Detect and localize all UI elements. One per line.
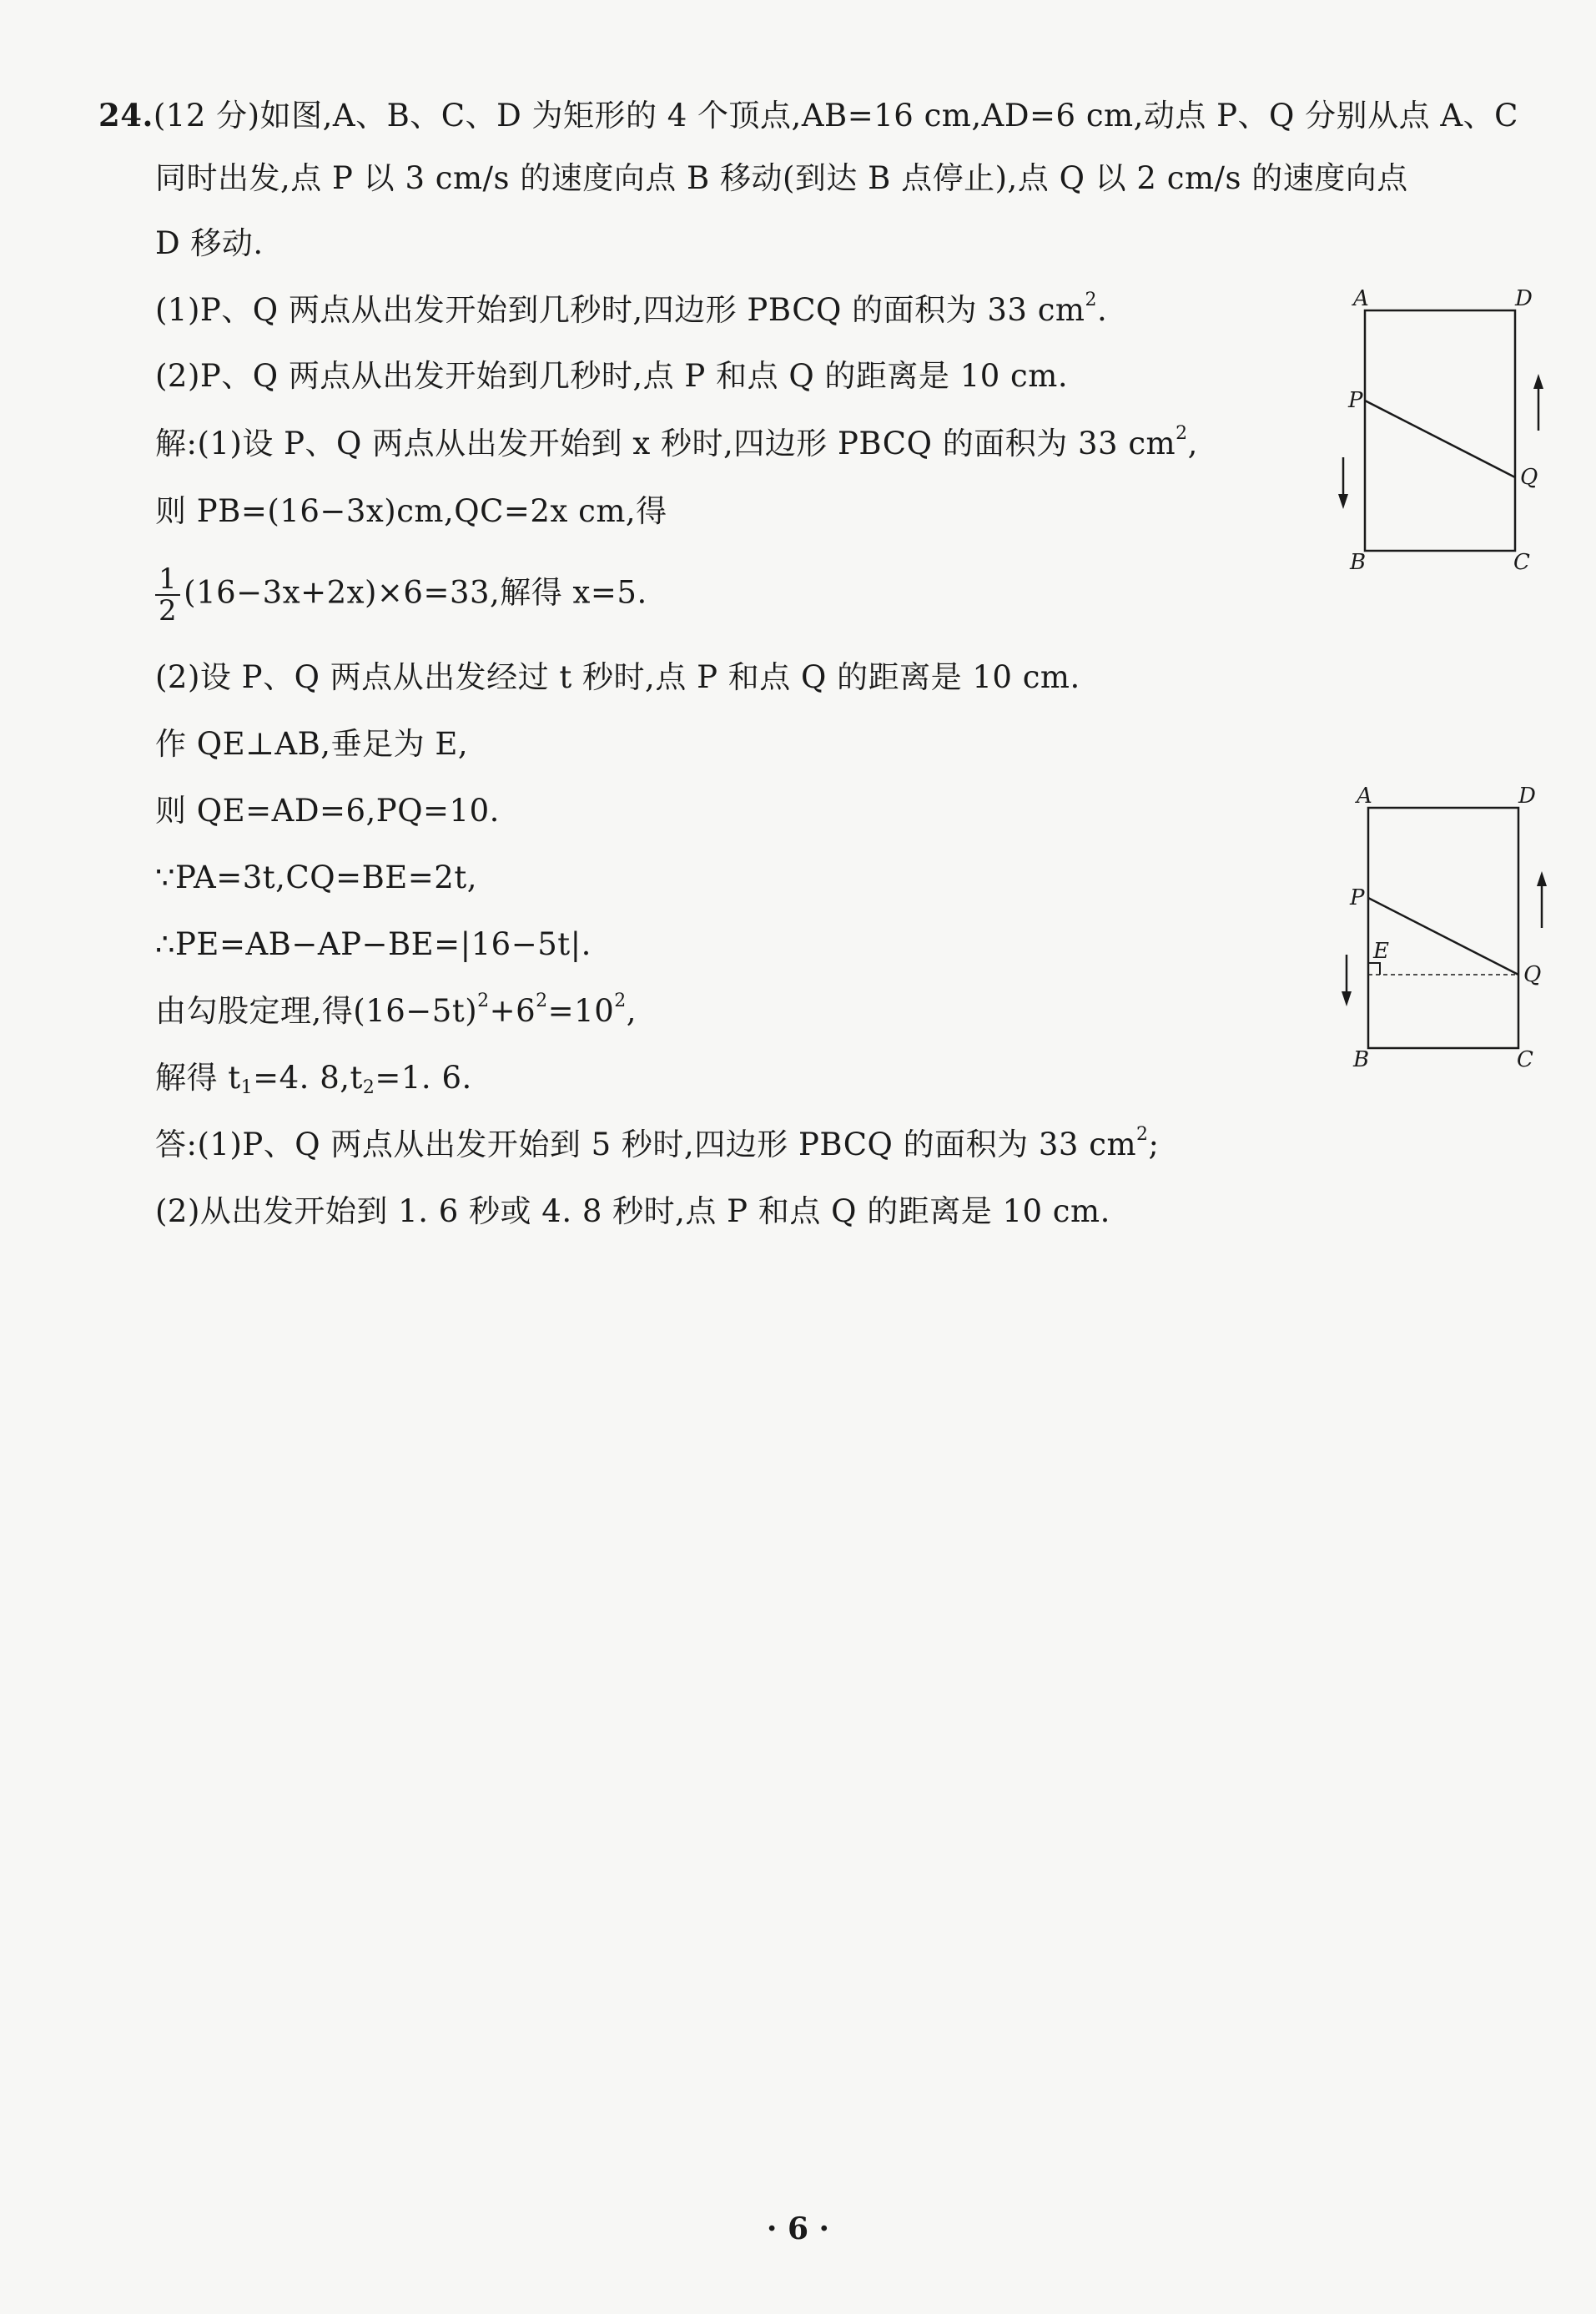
punctuation: ; xyxy=(1148,1127,1160,1162)
arrow-down-icon xyxy=(1338,494,1348,509)
label-b: B xyxy=(1350,550,1367,575)
solution-text: (16−3x+2x)×6=33,解得 x=5. xyxy=(184,574,647,611)
solution-text: 由勾股定理,得(16−5t) xyxy=(155,993,478,1029)
superscript: 2 xyxy=(477,991,490,1011)
solution-text: 解:(1)设 P、Q 两点从出发开始到 x 秒时,四边形 PBCQ 的面积为 33 cm xyxy=(155,426,1176,461)
solution-line-7: ∵PA=3t,CQ=BE=2t, xyxy=(155,860,477,895)
solution-text: +6 xyxy=(489,993,536,1029)
arrow-up-icon xyxy=(1537,871,1547,886)
subscript: 2 xyxy=(362,1077,375,1098)
solution-text: =1. 6. xyxy=(375,1060,472,1096)
label-q: Q xyxy=(1520,465,1538,490)
label-a: A xyxy=(1353,286,1369,311)
solution-line-4: (2)设 P、Q 两点从出发经过 t 秒时,点 P 和点 Q 的距离是 10 cm. xyxy=(155,659,1080,695)
right-angle-mark xyxy=(1368,963,1380,975)
rectangle-abcd xyxy=(1368,808,1518,1048)
label-c: C xyxy=(1513,550,1530,575)
solution-text: 解得 t xyxy=(155,1060,241,1096)
solution-line-9 xyxy=(155,990,637,1033)
arrow-up-icon xyxy=(1533,374,1543,389)
solution-line-8: ∴PE=AB−AP−BE=|16−5t|. xyxy=(155,926,592,962)
segment-pq xyxy=(1368,898,1518,975)
label-q: Q xyxy=(1523,962,1542,987)
label-e: E xyxy=(1373,939,1389,964)
fraction xyxy=(155,564,180,626)
label-a: A xyxy=(1357,784,1372,809)
problem-statement-1: (12 分)如图,A、B、C、D 为矩形的 4 个顶点,AB=16 cm,AD=6 cm,动点 P、Q 分别从点 A、C xyxy=(153,98,1518,134)
question-1-text: (1)P、Q 两点从出发开始到几秒时,四边形 PBCQ 的面积为 33 cm xyxy=(155,292,1085,328)
superscript: 2 xyxy=(1176,423,1188,444)
answer-text: 答:(1)P、Q 两点从出发开始到 5 秒时,四边形 PBCQ 的面积为 33 cm xyxy=(155,1127,1137,1162)
fraction-denominator: 2 xyxy=(159,594,178,628)
punctuation: , xyxy=(626,993,637,1029)
solution-text: =10 xyxy=(547,993,615,1029)
solution-line-2: 则 PB=(16−3x)cm,QC=2x cm,得 xyxy=(155,493,667,529)
solution-line-1 xyxy=(155,422,1198,466)
question-1 xyxy=(155,289,1107,332)
solution-line-10 xyxy=(155,1056,472,1100)
solution-line-5: 作 QE⊥AB,垂足为 E, xyxy=(155,726,469,762)
label-p: P xyxy=(1348,388,1363,413)
figure-rectangle-1 xyxy=(1335,284,1552,584)
fraction-numerator: 1 xyxy=(155,564,180,596)
segment-pq xyxy=(1365,401,1515,477)
problem-line-3: D 移动. xyxy=(155,225,264,261)
superscript: 2 xyxy=(614,991,627,1011)
label-c: C xyxy=(1517,1047,1533,1072)
rectangle-abcd xyxy=(1365,310,1515,551)
question-2: (2)P、Q 两点从出发开始到几秒时,点 P 和点 Q 的距离是 10 cm. xyxy=(155,358,1069,394)
superscript: 2 xyxy=(536,991,548,1011)
figure-rectangle-2 xyxy=(1338,781,1555,1081)
problem-line-1 xyxy=(98,93,1518,138)
solution-line-6: 则 QE=AD=6,PQ=10. xyxy=(155,793,500,829)
punctuation: . xyxy=(1097,292,1108,328)
label-b: B xyxy=(1353,1047,1370,1072)
label-d: D xyxy=(1518,784,1536,809)
problem-line-2: 同时出发,点 P 以 3 cm/s 的速度向点 B 移动(到达 B 点停止),点 Q 以 2 cm/s 的速度向点 xyxy=(155,160,1408,196)
punctuation: , xyxy=(1187,426,1198,461)
answer-line-2: (2)从出发开始到 1. 6 秒或 4. 8 秒时,点 P 和点 Q 的距离是 10 cm. xyxy=(155,1193,1110,1229)
solution-text: =4. 8,t xyxy=(253,1060,363,1096)
problem-number: 24. xyxy=(98,97,154,134)
label-p: P xyxy=(1350,885,1365,910)
subscript: 1 xyxy=(240,1077,254,1098)
superscript: 2 xyxy=(1136,1124,1149,1145)
solution-line-3 xyxy=(155,564,647,626)
page-number: · 6 · xyxy=(766,2211,830,2246)
answer-line-1 xyxy=(155,1123,1160,1167)
arrow-down-icon xyxy=(1342,991,1352,1006)
superscript: 2 xyxy=(1085,290,1098,310)
label-d: D xyxy=(1515,286,1533,311)
